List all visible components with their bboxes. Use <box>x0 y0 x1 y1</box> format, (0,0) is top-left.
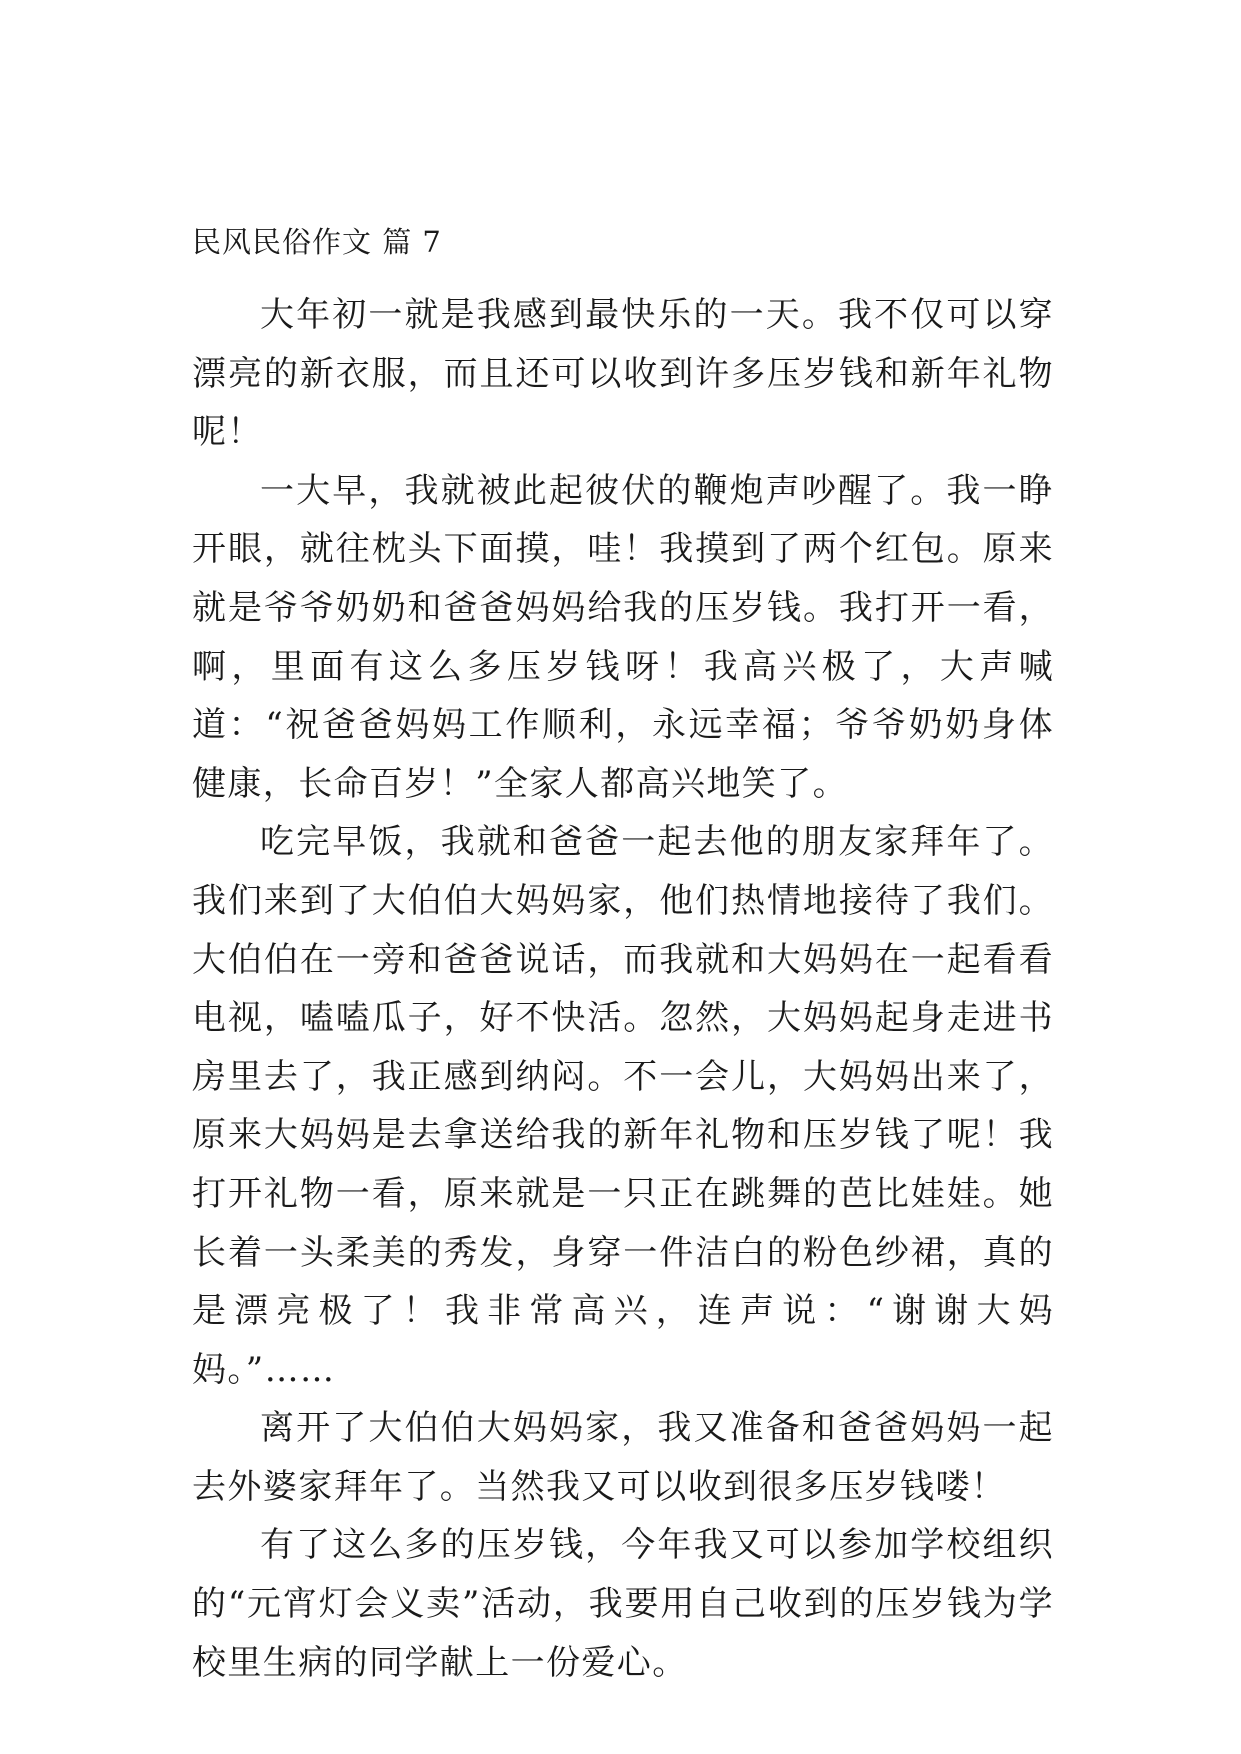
essay-title: 民风民俗作文 篇 7 <box>192 225 442 259</box>
paragraph-5: 有了这么多的压岁钱，今年我又可以参加学校组织的“元宵灯会义卖”活动，我要用自己收到的压岁钱为学校里生病的同学献上一份爱心。 <box>192 1525 1054 1683</box>
paragraph-2: 一大早，我就被此起彼伏的鞭炮声吵醒了。我一睁开眼，就往枕头下面摸，哇！我摸到了两个红包。原来就是爷爷奶奶和爸爸妈妈给我的压岁钱。我打开一看，啊，里面有这么多压岁钱呀！我高兴极了，大声喊道：“祝爸爸妈妈工作顺利，永远幸福；爷爷奶奶身体健康，长命百岁！”全家人都高兴地笑了。 <box>192 470 1054 804</box>
paragraph-4: 离开了大伯伯大妈妈家，我又准备和爸爸妈妈一起去外婆家拜年了。当然我又可以收到很多压岁钱喽！ <box>192 1408 1054 1507</box>
paragraph-3: 吃完早饭，我就和爸爸一起去他的朋友家拜年了。我们来到了大伯伯大妈妈家，他们热情地接待了我们。大伯伯在一旁和爸爸说话，而我就和大妈妈在一起看看电视，嗑嗑瓜子，好不快活。忽然，大妈妈起身走进书房里去了，我正感到纳闷。不一会儿，大妈妈出来了，原来大妈妈是去拿送给我的新年礼物和压岁钱了呢！我打开礼物一看，原来就是一只正在跳舞的芭比娃娃。她长着一头柔美的秀发，身穿一件洁白的粉色纱裙，真的是漂亮极了！我非常高兴，连声说：“谢谢大妈妈。”…… <box>192 822 1054 1390</box>
document-body <box>192 222 1054 1692</box>
paragraph-1: 大年初一就是我感到最快乐的一天。我不仅可以穿漂亮的新衣服，而且还可以收到许多压岁钱和新年礼物呢！ <box>192 295 1054 453</box>
